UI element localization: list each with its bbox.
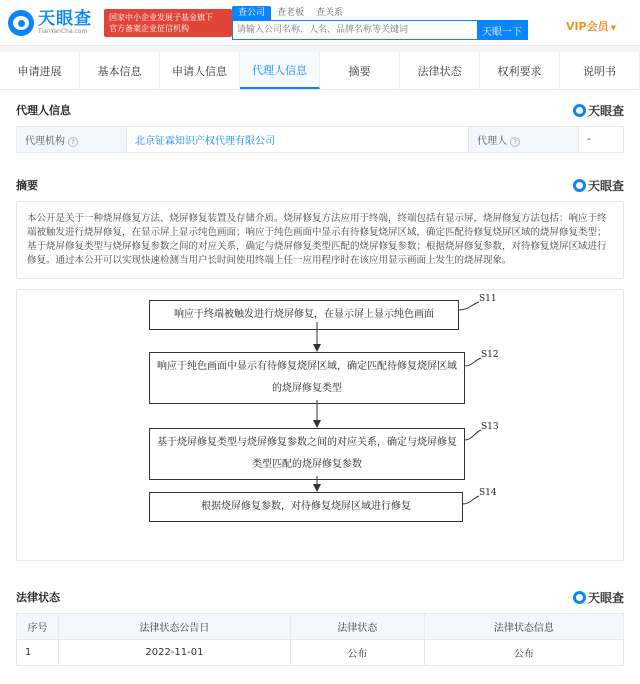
legal-section-title: 法律状态 [16,591,60,604]
flow-step-s11: 响应于终端被触发进行烧屏修复，在显示屏上显示纯色画面 [149,300,459,330]
table-row [17,640,624,666]
tab-description[interactable]: 说明书 [560,52,640,89]
flow-step-s13: 基于烧屏修复类型与烧屏修复参数之间的对应关系，确定与烧屏修复类型匹配的烧屏修复参数 [149,428,465,480]
vip-label: VIP会员 [565,20,609,33]
agent-org-label: 代理机构 [25,136,65,147]
flow-label-s14: S14 [479,488,497,498]
search-input[interactable] [233,21,477,39]
tab-application-progress[interactable]: 申请进展 [0,52,80,89]
flow-label-s13: S13 [481,422,499,432]
search-tab-relation[interactable]: 查关系 [316,8,344,18]
agent-table [16,126,624,153]
site-logo[interactable] [8,10,100,36]
badge-line2: 官方备案企业征信机构 [109,23,189,33]
help-icon[interactable]: ? [68,137,78,147]
help-icon[interactable]: ? [510,137,520,147]
tianyancha-logo-icon [573,104,586,117]
tab-basic-info[interactable]: 基本信息 [80,52,160,89]
agent-section [0,90,640,163]
tianyancha-logo-icon [8,10,34,36]
flow-label-s12: S12 [481,350,499,360]
agent-section-title: 代理人信息 [16,104,71,117]
flow-step-s12: 响应于纯色画面中显示有待修复烧屏区域，确定匹配待修复烧屏区域的烧屏修复类型 [149,352,465,404]
chevron-down-icon: ▼ [610,24,616,32]
cell-status-info: 公布 [424,640,623,666]
brand-watermark [573,102,624,119]
official-badge [104,9,232,37]
tab-abstract[interactable]: 摘要 [320,52,400,89]
logo-name: 天眼查 [38,8,92,29]
abstract-figure [16,289,624,561]
abstract-section [0,163,640,571]
search-tab-boss[interactable]: 查老板 [277,8,305,18]
brand-watermark [573,589,624,606]
brand-name: 天眼查 [587,103,624,118]
patent-nav-tabs [0,52,640,90]
vip-member-link[interactable] [566,18,616,34]
tab-claims[interactable]: 权利要求 [480,52,560,89]
col-header-status: 法律状态 [290,614,424,640]
brand-name: 天眼查 [587,178,624,193]
legal-status-table [16,613,624,666]
brand-name: 天眼查 [587,590,624,605]
tab-applicant-info[interactable]: 申请人信息 [160,52,240,89]
search-area [232,6,528,40]
badge-line1: 国家中小企业发展子基金旗下 [109,12,213,22]
brand-watermark [573,177,624,194]
agent-org-link[interactable]: 北京钲霖知识产权代理有限公司 [135,136,275,147]
col-header-index: 序号 [17,614,59,640]
search-button[interactable]: 天眼一下 [477,21,527,39]
cell-index: 1 [17,640,59,666]
flow-label-s11: S11 [479,294,497,304]
flow-step-s14: 根据烧屏修复参数，对待修复烧屏区域进行修复 [149,492,463,522]
col-header-status-info: 法律状态信息 [424,614,623,640]
agent-person-label: 代理人 [477,136,508,147]
cell-date: 2022-11-01 [59,640,291,666]
agent-person-value: - [579,127,624,153]
search-tab-company[interactable]: 查公司 [232,6,271,20]
top-header [0,0,640,46]
abstract-text: 本公开是关于一种烧屏修复方法、烧屏修复装置及存储介质。烧屏修复方法应用于终端，终端包括有显示屏，烧屏修复方法包括：响应于终端被触发进行烧屏修复，在显示屏上显示纯色画面；响应于纯色画面中显示有待修复烧屏区域，确定匹配待修复烧屏区域的烧屏修复类型；基于烧屏修复类型与烧屏修复参数之间的对应关系，确定与烧屏修复类型匹配的烧屏修复参数；根据烧屏修复参数，对待修复烧屏区域进行修复。通过本公开可以实现快速检测当用户长时间使用终端上任一应用程序时在该应用显示画面上发生的烧屏现象。 [16,201,624,279]
logo-url: TianYanCha.com [38,27,88,35]
tab-agent-info[interactable]: 代理人信息 [240,52,320,89]
col-header-date: 法律状态公告日 [59,614,291,640]
legal-section [0,571,640,684]
tianyancha-logo-icon [573,591,586,604]
cell-status: 公布 [290,640,424,666]
abstract-section-title: 摘要 [16,179,38,192]
tab-legal-status[interactable]: 法律状态 [400,52,480,89]
tianyancha-logo-icon [573,179,586,192]
